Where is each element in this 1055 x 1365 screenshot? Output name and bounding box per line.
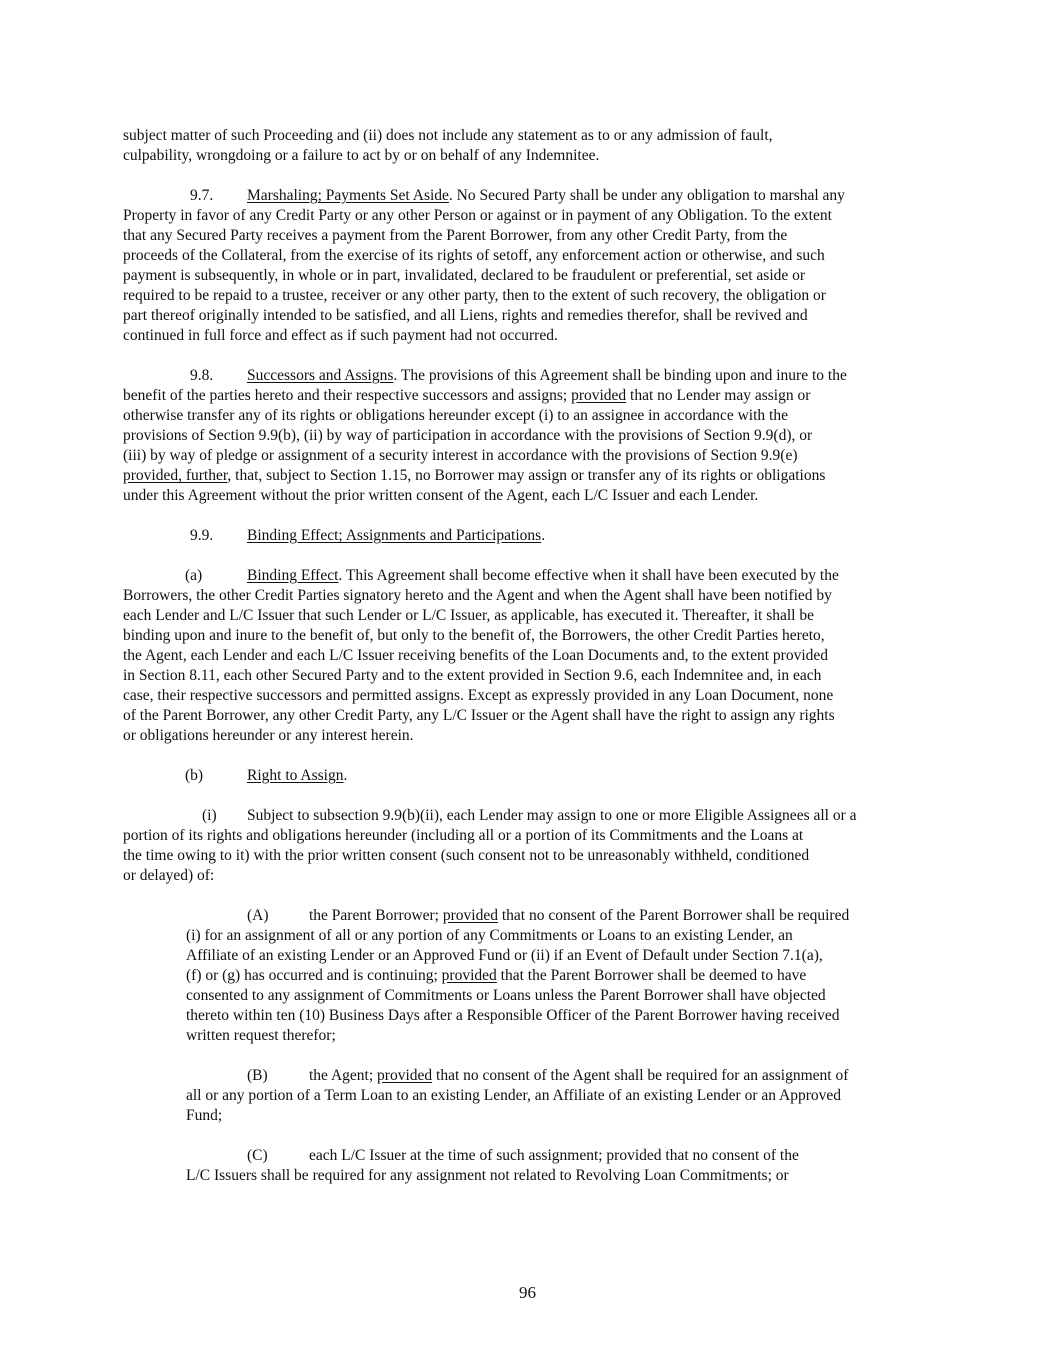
section-title: Marshaling; Payments Set Aside [247, 187, 449, 204]
text-line [186, 966, 849, 986]
text-line: Borrowers, the other Credit Parties signatory hereto and the Agent and when the Agent shall have been notified by [123, 587, 832, 604]
text-segment: . The provisions of this Agreement shall be binding upon and inure to the [393, 367, 847, 384]
text-line: otherwise transfer any of its rights or obligations hereunder except (i) to an assignee in accordance with the [123, 407, 788, 424]
text-line: that any Secured Party receives a payment from the Parent Borrower, from any other Credit Party, from the [123, 227, 788, 244]
clause-letter: (A) [247, 907, 269, 924]
text-line: proceeds of the Collateral, from the exercise of its rights of setoff, any enforcement action or otherwise, and such [123, 247, 825, 264]
text-line: under this Agreement without the prior written consent of the Agent, each L/C Issuer and each Lender. [123, 487, 759, 504]
section-number: 9.8. [190, 367, 214, 384]
provided-term: provided [377, 1067, 433, 1084]
text-segment: benefit of the parties hereto and their respective successors and assigns; [123, 387, 572, 404]
text-line: continued in full force and effect as if such payment had not occurred. [123, 327, 558, 344]
subsection-number: (b) [185, 767, 204, 784]
provided-further-term: provided, further [123, 467, 228, 484]
text-segment: that no consent of the Agent shall be required for an assignment of [432, 1067, 849, 1084]
clause-letter: (B) [247, 1067, 268, 1084]
page-number: 96 [519, 1283, 536, 1302]
text-line: provisions of Section 9.9(b), (ii) by way of participation in accordance with the provisions of Section 9.9(d), or [123, 427, 813, 444]
section-heading-line [123, 366, 847, 386]
text-line: Affiliate of an existing Lender or an Approved Fund or (ii) if an Event of Default under Section 7.1(a), [186, 947, 823, 964]
subsection-number: (a) [185, 567, 203, 584]
text-line: payment is subsequently, in whole or in part, invalidated, declared to be fraudulent or preferential, set aside or [123, 267, 806, 284]
clause-number: (i) [202, 807, 217, 824]
text-line: portion of its rights and obligations hereunder (including all or a portion of its Commitments and the Loans at [123, 827, 804, 844]
subsection-b [123, 766, 347, 786]
text-line: subject matter of such Proceeding and (ii) does not include any statement as to or any admission of fault, [123, 127, 773, 144]
text-line: thereto within ten (10) Business Days after a Responsible Officer of the Parent Borrower having received [186, 1007, 840, 1024]
text-line: case, their respective successors and permitted assigns. Except as expressly provided in any Loan Document, none [123, 687, 834, 704]
clause-B [186, 1066, 848, 1126]
text-line: part thereof originally intended to be satisfied, and all Liens, rights and remedies therefor, shall be revived and [123, 307, 808, 324]
text-line: (iii) by way of pledge or assignment of a security interest in accordance with the provisions of Section 9.9(e) [123, 447, 798, 464]
text-segment: . This Agreement shall become effective when it shall have been executed by the [338, 567, 839, 584]
text-segment: Subject to subsection 9.9(b)(ii), each Lender may assign to one or more Eligible Assignees all or a [247, 807, 857, 824]
text-line: of the Parent Borrower, any other Credit Party, any L/C Issuer or the Agent shall have the right to assign any rights [123, 707, 835, 724]
text-line: (i) for an assignment of all or any portion of any Commitments or Loans to an existing Lender, an [186, 927, 793, 944]
clause-first-line [186, 1066, 848, 1086]
section-9-8 [123, 366, 847, 506]
text-line: culpability, wrongdoing or a failure to act by or on behalf of any Indemnitee. [123, 147, 600, 164]
provided-term: provided [442, 907, 498, 924]
section-title: Successors and Assigns [247, 367, 394, 384]
text-segment: that no Lender may assign or [626, 387, 811, 404]
text-segment: the Parent Borrower; [309, 907, 443, 924]
section-heading-line [123, 526, 545, 546]
clause-first-line [186, 1146, 799, 1166]
text-line: Fund; [186, 1107, 223, 1124]
clause-first-line [123, 806, 857, 826]
text-line: consented to any assignment of Commitments or Loans unless the Parent Borrower shall have objected [186, 987, 826, 1004]
text-line: Property in favor of any Credit Party or any other Person or against or in payment of any Obligation. To the extent [123, 207, 832, 224]
clause-first-line [186, 906, 849, 926]
clause-letter: (C) [247, 1147, 268, 1164]
text-line: the time owing to it) with the prior written consent (such consent not to be unreasonably withheld, conditioned [123, 847, 810, 864]
text-segment: that the Parent Borrower shall be deemed to have [496, 967, 807, 984]
text-line [123, 386, 847, 406]
text-segment: , that, subject to Section 1.15, no Borrower may assign or transfer any of its rights or obligations [227, 467, 826, 484]
subsection-title: Right to Assign [247, 767, 344, 784]
section-9-7 [123, 186, 845, 346]
text-line: each Lender and L/C Issuer that such Lender or L/C Issuer, as applicable, has executed it. Thereafter, it shall be [123, 607, 814, 624]
section-number: 9.9. [190, 527, 214, 544]
text-line: or obligations hereunder or any interest herein. [123, 727, 414, 744]
paragraph-continuation [123, 126, 773, 166]
text-line: or delayed) of: [123, 867, 215, 884]
section-title: Binding Effect; Assignments and Participations [247, 527, 542, 544]
text-segment: (f) or (g) has occurred and is continuing; [186, 967, 442, 984]
text-line: L/C Issuers shall be required for any assignment not related to Revolving Loan Commitments; or [186, 1167, 789, 1184]
subsection-a [123, 566, 839, 746]
text-segment: . No Secured Party shall be under any obligation to marshal any [448, 187, 845, 204]
text-line [123, 466, 847, 486]
clause-C [186, 1146, 799, 1186]
text-line: in Section 8.11, each other Secured Party and to the extent provided in Section 9.6, each Indemnitee and, in each [123, 667, 822, 684]
text-segment: the Agent; [309, 1067, 378, 1084]
clause-A [186, 906, 849, 1046]
provided-term: provided [571, 387, 627, 404]
subsection-title: Binding Effect [247, 567, 339, 584]
section-number: 9.7. [190, 187, 214, 204]
text-line: written request therefor; [186, 1027, 336, 1044]
text-line: binding upon and inure to the benefit of, but only to the benefit of, the Borrowers, the other Credit Parties hereto, [123, 627, 825, 644]
text-segment: . [541, 527, 546, 544]
clause-i [123, 806, 857, 886]
subsection-heading-line [123, 766, 347, 786]
provided-term: provided [441, 967, 497, 984]
text-line: all or any portion of a Term Loan to an existing Lender, an Affiliate of an existing Lender or an Approved [186, 1087, 841, 1104]
text-line: the Agent, each Lender and each L/C Issuer receiving benefits of the Loan Documents and, to the extent provided [123, 647, 829, 664]
text-line: required to be repaid to a trustee, receiver or any other party, then to the extent of such recovery, the obligation or [123, 287, 826, 304]
text-segment: that no consent of the Parent Borrower shall be required [497, 907, 850, 924]
text-segment: . [343, 767, 348, 784]
text-segment: each L/C Issuer at the time of such assignment; provided that no consent of the [309, 1147, 799, 1164]
subsection-heading-line [123, 566, 839, 586]
section-9-9 [123, 526, 545, 546]
section-heading-line [123, 186, 845, 206]
